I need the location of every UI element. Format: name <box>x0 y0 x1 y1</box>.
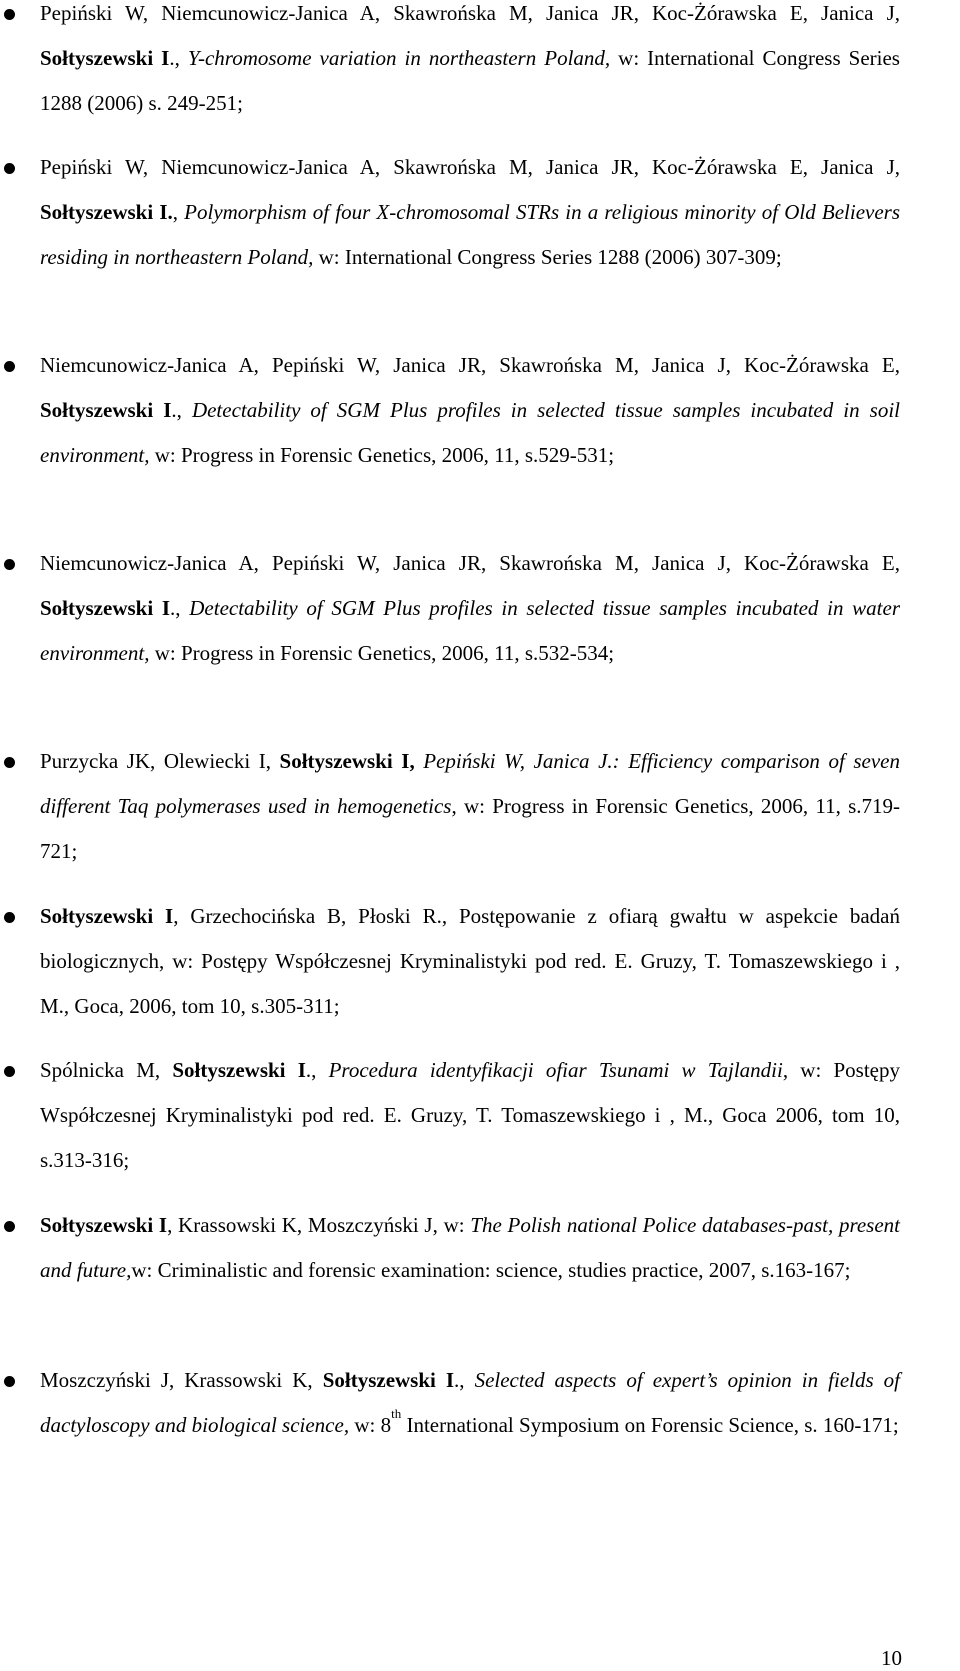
reference-text <box>40 343 900 478</box>
reference-segment: Moszczyński J, Krassowski K, <box>40 1368 323 1392</box>
author-highlight: Sołtyszewski I <box>40 1213 168 1237</box>
reference-segment: w: 8 <box>349 1413 392 1437</box>
reference-segment: w: International Congress Series 1288 (2006) s. 249-251; <box>40 46 900 115</box>
reference-segment: Purzycka JK, Olewiecki I, <box>40 749 280 773</box>
reference-segment: Pepiński W, Niemcunowicz-Janica A, Skawrońska M, Janica JR, Koc-Żórawska E, Janica J, <box>40 1 900 25</box>
reference-segment: Pepiński W, Niemcunowicz-Janica A, Skawrońska M, Janica JR, Koc-Żórawska E, Janica J, <box>40 155 900 179</box>
bullet-icon <box>4 757 15 768</box>
reference-segment: ., <box>170 596 190 620</box>
reference-segment: ., <box>169 46 188 70</box>
bullet-icon <box>4 1221 15 1232</box>
author-highlight: Sołtyszewski I <box>322 1368 455 1392</box>
bullet-icon <box>4 559 15 570</box>
reference-segment: w: Progress in Forensic Genetics, 2006, 11, s.532-534; <box>149 641 615 665</box>
reference-segment: Niemcunowicz-Janica A, Pepiński W, Janica JR, Skawrońska M, Janica J, Koc-Żórawska E, <box>40 353 900 377</box>
reference-segment: ., <box>305 1058 329 1082</box>
reference-text <box>40 541 900 676</box>
page-number: 10 <box>881 1646 902 1670</box>
author-highlight: Sołtyszewski I, <box>279 749 415 773</box>
reference-text <box>40 0 900 126</box>
reference-segment: Niemcunowicz-Janica A, Pepiński W, Janica JR, Skawrońska M, Janica J, Koc-Żórawska E, <box>40 551 900 575</box>
reference-segment: w: Criminalistic and forensic examination: science, studies practice, 2007, s.163-167; <box>131 1258 851 1282</box>
reference-segment: , w: Progress in Forensic Genetics, 2006, 11, s.719-721; <box>40 794 900 863</box>
reference-segment: International Symposium on Forensic Science, s. 160-171; <box>401 1413 899 1437</box>
reference-segment: , <box>172 200 185 224</box>
publication-title: Polymorphism of four X-chromosomal STRs in a religious minority of Old Believers residing in northeastern Poland, <box>40 200 901 269</box>
bullet-icon <box>4 163 15 174</box>
publication-title: Pepiński W, Janica J.: Efficiency comparison of seven different Taq polymerases used in hemogenetics <box>40 749 901 818</box>
publication-title: Selected aspects of expert’s opinion in fields of dactyloscopy and biological science, <box>40 1368 900 1437</box>
bullet-icon <box>4 9 15 20</box>
publication-title: Detectability of SGM Plus profiles in selected tissue samples incubated in water environment, <box>40 596 900 665</box>
reference-text <box>40 1203 900 1293</box>
reference-segment: , Krassowski K, Moszczyński J, w: <box>167 1213 471 1237</box>
author-highlight: Sołtyszewski I <box>40 398 172 422</box>
publication-title: Y-chromosome variation in northeastern Poland, <box>187 46 611 70</box>
ordinal-suffix: th <box>391 1406 402 1421</box>
reference-segment: ., <box>454 1368 475 1392</box>
author-highlight: Sołtyszewski I <box>172 1058 306 1082</box>
reference-segment: w: International Congress Series 1288 (2006) 307-309; <box>313 245 782 269</box>
reference-text <box>40 894 900 1029</box>
reference-segment: ., <box>171 398 192 422</box>
bullet-icon <box>4 912 15 923</box>
reference-segment: w: Progress in Forensic Genetics, 2006, 11, s.529-531; <box>149 443 615 467</box>
bullet-icon <box>4 1376 15 1387</box>
reference-text <box>40 145 900 280</box>
reference-text <box>40 1048 900 1183</box>
author-highlight: Sołtyszewski I. <box>40 200 173 224</box>
publication-title: The Polish national Police databases-past, present and future, <box>40 1213 900 1282</box>
reference-segment: Spólnicka M, <box>40 1058 173 1082</box>
author-highlight: Sołtyszewski I <box>40 596 171 620</box>
bullet-icon <box>4 361 15 372</box>
author-highlight: Sołtyszewski I <box>40 904 174 928</box>
publication-title: Procedura identyfikacji ofiar Tsunami w Tajlandii <box>328 1058 783 1082</box>
reference-segment: , w: Postępy Współczesnej Kryminalistyki pod red. E. Gruzy, T. Tomaszewskiego i , M., Goca 2006, tom 10, s.313-316; <box>40 1058 900 1172</box>
reference-segment: , Grzechocińska B, Płoski R., Postępowanie z ofiarą gwałtu w aspekcie badań biologicznych, w: Postępy Współczesnej Kryminalistyki pod red. E. Gruzy, T. Tomaszewskiego i , M., Goca, 2006, tom 10, s.305-311; <box>40 904 900 1018</box>
author-highlight: Sołtyszewski I <box>40 46 170 70</box>
reference-text <box>40 739 900 874</box>
reference-text <box>40 1358 900 1448</box>
bullet-icon <box>4 1066 15 1077</box>
publication-title: Detectability of SGM Plus profiles in selected tissue samples incubated in soil environment, <box>40 398 900 467</box>
